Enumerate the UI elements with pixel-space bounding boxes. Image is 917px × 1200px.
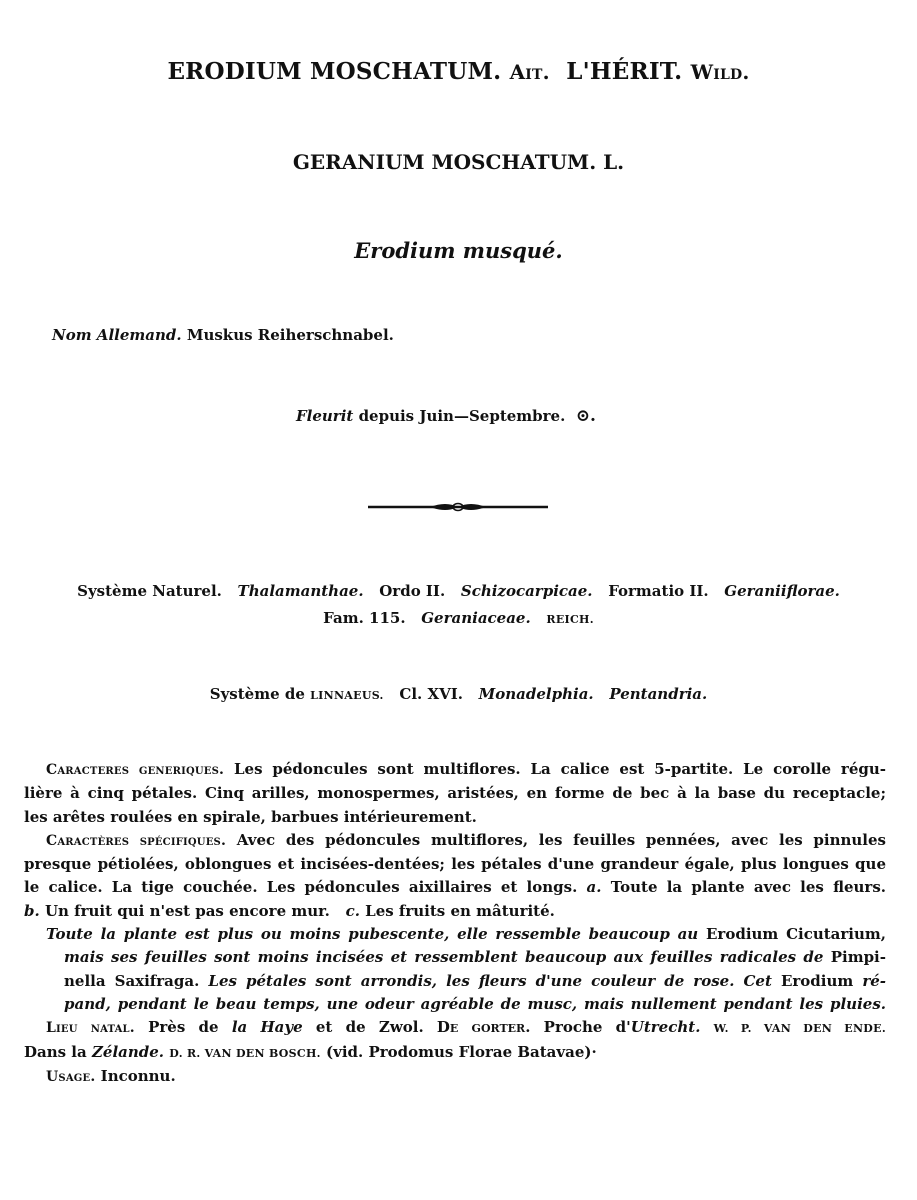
lieu-1c: et de Zwol. — [315, 1018, 424, 1037]
lieu-2b: Zélande. — [91, 1042, 165, 1061]
lieu-1f: Utrecht. — [630, 1018, 701, 1037]
specific-row-2: presque pétiolées, oblongues et incisées-dentées; les pétales d'une grandeur égale, plus longues que — [24, 855, 886, 874]
specific-row-1 — [24, 829, 886, 853]
syslin-order: Pentandria. — [609, 685, 708, 703]
specific-text-1: Avec des pédoncules multiflores, les feuilles pennées, avec les pinnules — [236, 830, 886, 849]
lieu-1g: W. P. VAN DEN ENDE. — [713, 1022, 886, 1036]
desc-3-italic: Les pétales sont arrondis, les fleurs d'une couleur de rose. Cet — [208, 971, 772, 990]
common-name: Erodium musqué. — [354, 238, 563, 263]
annual-symbol-icon: ⊙. — [575, 406, 596, 426]
syslin-class: Cl. XVI. — [399, 685, 463, 703]
sysnat-fam-author: REICH. — [546, 613, 594, 626]
desc-row-3 — [24, 970, 886, 993]
figure-a-text: Toute la plante avec les fleurs. — [610, 878, 886, 897]
lieu-2a: Dans la — [24, 1042, 87, 1061]
lieu-2d: (vid. Prodomus Florae Batavae)· — [326, 1042, 597, 1061]
species-name: ERODIUM MOSCHATUM. — [167, 58, 502, 85]
generic-label: Caracteres generiques. — [46, 762, 225, 778]
generic-row-2: lière à cinq pétales. Cinq arilles, monospermes, aristées, en forme de bec à la base du receptacle; — [24, 784, 886, 803]
desc-2-italic: mais ses feuilles sont moins incisées et ressemblent beaucoup aux feuilles radicales de — [64, 948, 824, 967]
sysnat-label: Système Naturel. — [77, 582, 222, 600]
usage-value: Inconnu. — [100, 1066, 176, 1085]
figure-b-text: Un fruit qui n'est pas encore mur. — [44, 901, 330, 920]
lieu-1d: De gorter. — [436, 1018, 531, 1037]
desc-4-italic: pand, pendant le beau temps, une odeur agréable de musc, mais nullement pendant les pluies. — [64, 994, 886, 1013]
lieu-row-1 — [24, 1016, 886, 1040]
lieu-label: Lieu natal. — [46, 1020, 135, 1037]
desc-3-roman: nella Saxifraga. — [64, 971, 200, 990]
flowering-label: Fleurit — [296, 407, 354, 425]
sysnat-ordo-name: Schizocarpicae. — [460, 582, 593, 600]
synonym-title: GERANIUM MOSCHATUM. L. — [292, 150, 625, 174]
syslin-label-sc: LINNAEUS. — [310, 689, 384, 702]
lieu-1b: la Haye — [231, 1018, 303, 1037]
systeme-linnaeus-line — [0, 685, 917, 703]
german-label: Nom Allemand. — [52, 326, 182, 344]
figure-c-text: Les fruits en mâturité. — [365, 901, 555, 920]
generic-row-3: les arêtes roulées en spirale, barbues intérieurement. — [24, 807, 477, 826]
specific-label: Caractères spécifiques. — [46, 832, 227, 849]
lieu-2c: D. R. VAN DEN BOSCH. — [169, 1046, 321, 1060]
desc-3-roman-2: Erodium — [780, 971, 854, 990]
specific-row-3 — [24, 876, 886, 899]
systeme-naturel-fam-line — [0, 609, 917, 627]
description-body — [24, 758, 886, 1089]
lieu-1a: Près de — [148, 1018, 219, 1037]
sysnat-formatio: Formatio II. — [608, 582, 709, 600]
syslin-label: Système de — [209, 685, 305, 703]
syslin-class-name: Monadelphia. — [478, 685, 594, 703]
ornament-divider-icon — [368, 499, 548, 515]
figure-c-letter: c. — [345, 901, 360, 920]
sysnat-fam: Fam. 115. — [323, 609, 406, 627]
generic-row-1 — [24, 758, 886, 782]
author-wild: Wild. — [690, 60, 750, 84]
sysnat-ordo: Ordo II. — [379, 582, 446, 600]
german-value: Muskus Reiherschnabel. — [186, 326, 394, 344]
usage-row — [24, 1065, 886, 1089]
specific-text-3: le calice. La tige couchée. Les pédoncules aixillaires et longs. — [24, 878, 578, 897]
specific-row-4 — [24, 900, 886, 923]
german-name-line — [52, 326, 394, 344]
flowering-value: depuis Juin—Septembre. — [358, 407, 566, 425]
generic-text-1: Les pédoncules sont multiflores. La calice est 5-partite. Le corolle régu- — [233, 760, 886, 778]
systeme-naturel-line — [0, 582, 917, 600]
sysnat-class: Thalamanthae. — [237, 582, 364, 600]
author-lherit: L'HÉRIT. — [566, 58, 683, 85]
sysnat-fam-name: Geraniaceae. — [421, 609, 531, 627]
sysnat-formatio-name: Geraniiflorae. — [724, 582, 840, 600]
desc-row-2 — [24, 946, 886, 969]
figure-a-letter: a. — [586, 878, 602, 897]
flowering-line — [296, 406, 596, 426]
desc-1-italic: Toute la plante est plus ou moins pubescente, elle ressemble beaucoup au — [46, 925, 699, 944]
lieu-row-2 — [24, 1041, 886, 1065]
author-ait: Ait. — [509, 60, 550, 84]
usage-label: Usage. — [46, 1068, 96, 1085]
desc-2-roman: Pimpi- — [830, 948, 886, 967]
desc-1-roman: Erodium Cicutarium, — [706, 925, 886, 944]
figure-b-letter: b. — [24, 901, 40, 920]
desc-3-italic-2: ré- — [862, 971, 886, 990]
lieu-1e: Proche d' — [543, 1018, 631, 1037]
main-title — [0, 58, 917, 85]
desc-row-1 — [24, 923, 886, 946]
desc-row-4 — [24, 993, 886, 1016]
